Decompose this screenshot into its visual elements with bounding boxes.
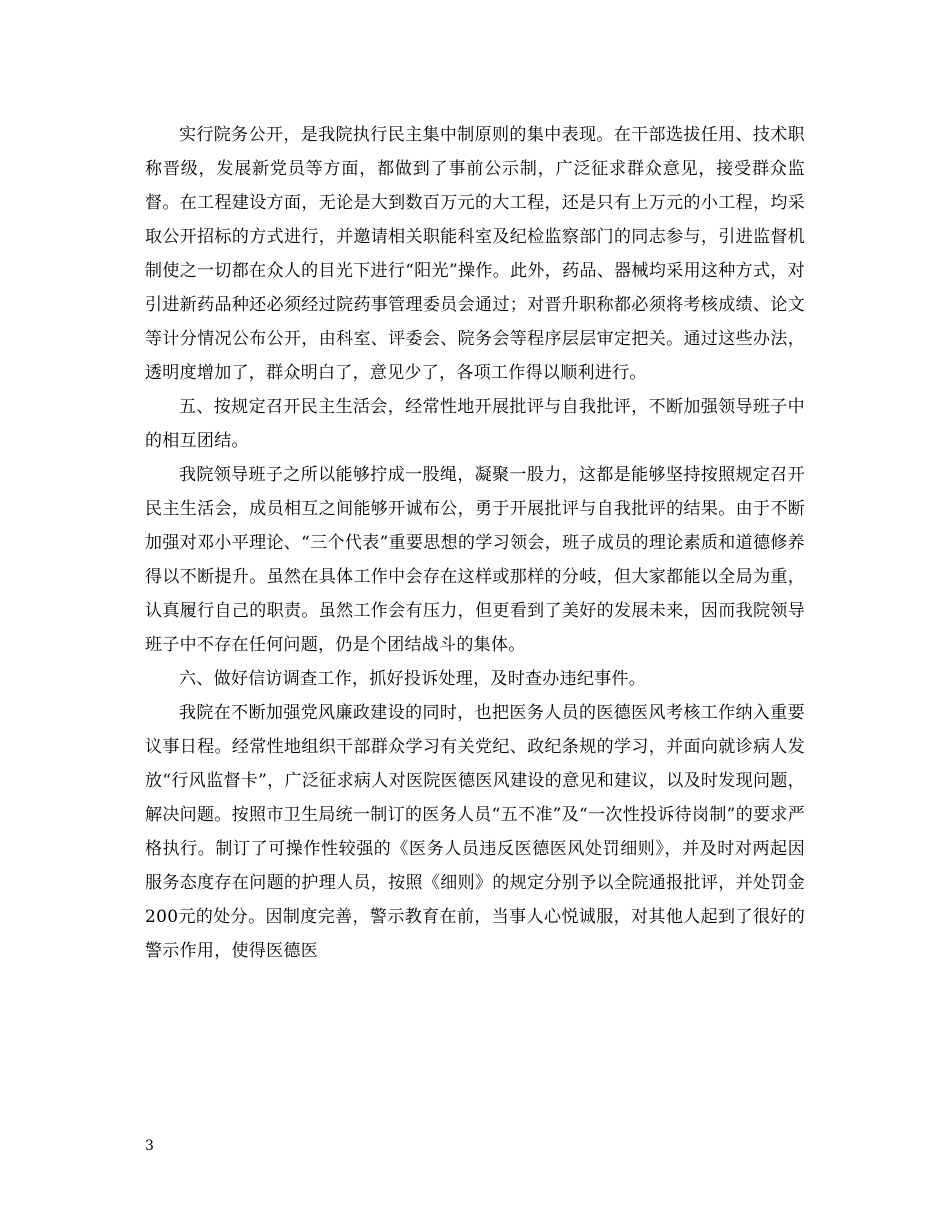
paragraph-unity: 我院领导班子之所以能够拧成一股绳，凝聚一股力，这都是能够坚持按照规定召开民主生活会，成员相互之间能够开诚布公，勇于开展批评与自我批评的结果。由于不断加强对邓小平理论、“三个代表”重要思想的学习领会，班子成员的理论素质和道德修养得以不断提升。虽然在具体工作中会存在这样或那样的分岐，但大家都能以全局为重，认真履行自己的职责。虽然工作会有压力，但更看到了美好的发展未来，因而我院领导班子中不存在任何问题，仍是个团结战斗的集体。 bbox=[145, 465, 805, 655]
page-number: 3 bbox=[145, 1138, 154, 1154]
document-body bbox=[145, 118, 805, 968]
heading-section-six: 六、做好信访调查工作，抓好投诉处理，及时查办违纪事件。 bbox=[179, 669, 647, 689]
paragraph-transparency: 实行院务公开，是我院执行民主集中制原则的集中表现。在干部选拔任用、技术职称晋级，发展新党员等方面，都做到了事前公示制，广泛征求群众意见，接受群众监督。在工程建设方面，无论是大到数百万元的大工程，还是只有上万元的小工程，均采取公开招标的方式进行，并邀请相关职能科室及纪检监察部门的同志参与，引进监督机制使之一切都在众人的目光下进行“阳光”操作。此外，药品、器械均采用这种方式，对引进新药品种还必须经过院药事管理委员会通过；对晋升职称都必须将考核成绩、论文等计分情况公布公开，由科室、评委会、院务会等程序层层审定把关。通过这些办法，透明度增加了，群众明白了，意见少了，各项工作得以顺利进行。 bbox=[145, 125, 805, 383]
heading-section-five: 五、按规定召开民主生活会，经常性地开展批评与自我批评，不断加强领导班子中的相互团结。 bbox=[145, 397, 805, 451]
paragraph-ethics: 我院在不断加强党风廉政建设的同时，也把医务人员的医德医风考核工作纳入重要议事日程。经常性地组织干部群众学习有关党纪、政纪条规的学习，并面向就诊病人发放“行风监督卡”，广泛征求病人对医院医德医风建设的意见和建议，以及时发现问题，解决问题。按照市卫生局统一制订的医务人员“五不准”及“一次性投诉待岗制”的要求严格执行。制订了可操作性较强的《医务人员违反医德医风处罚细则》，并及时对两起因服务态度存在问题的护理人员，按照《细则》的规定分别予以全院通报批评，并处罚金200元的处分。因制度完善，警示教育在前，当事人心悦诚服，对其他人起到了很好的警示作用，使得医德医 bbox=[145, 703, 805, 961]
